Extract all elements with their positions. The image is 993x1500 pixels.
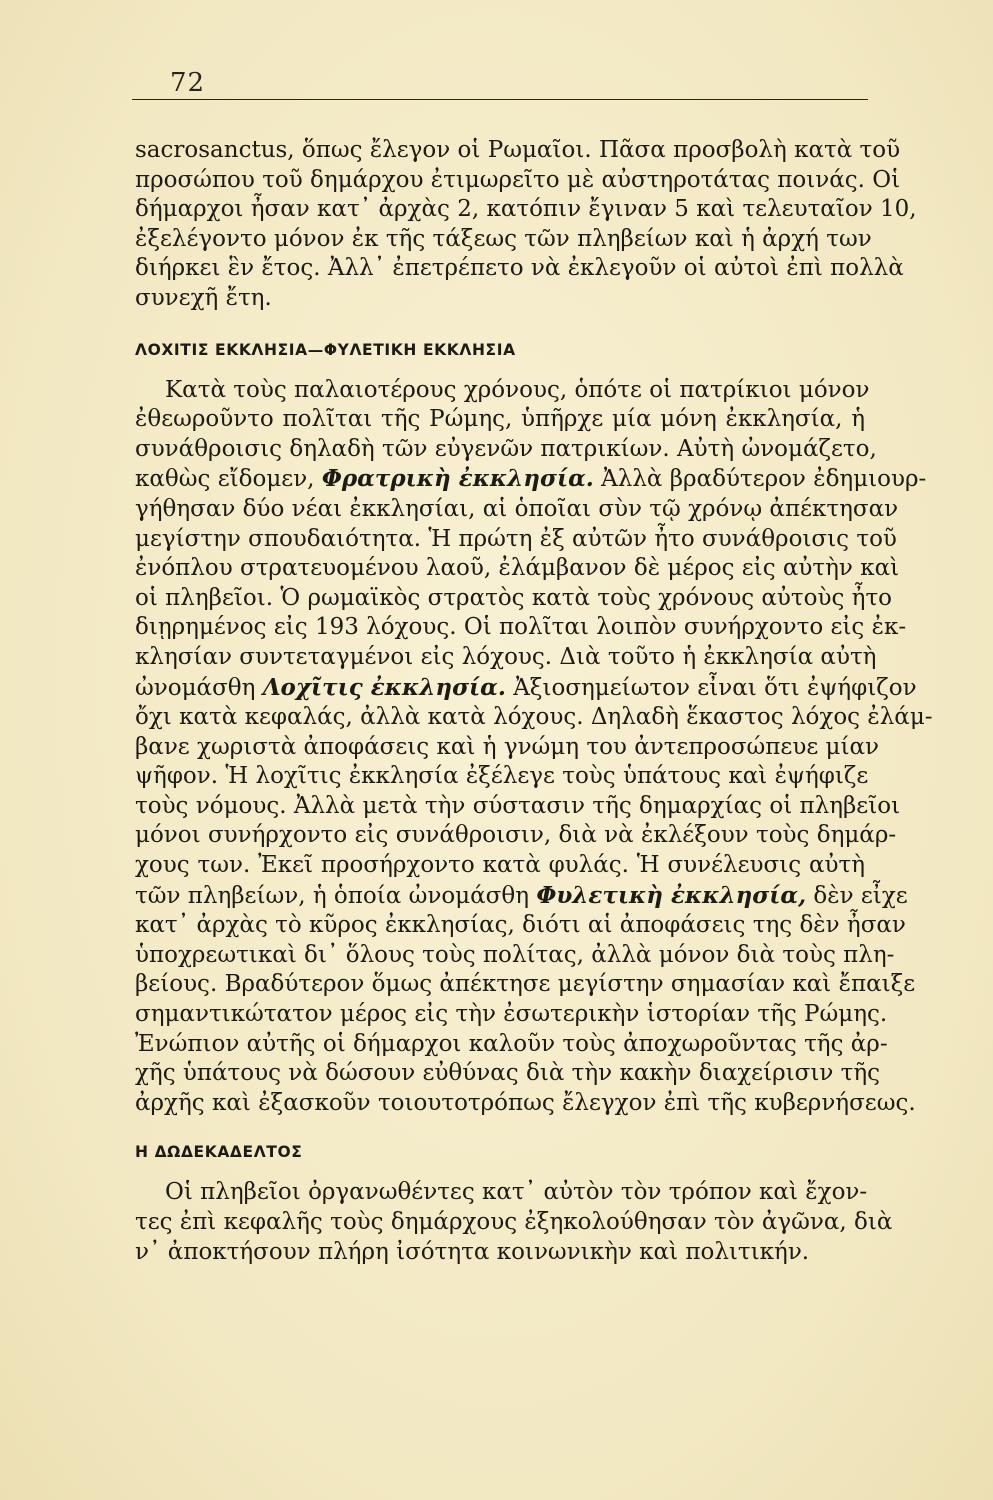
text-line: ἐθεωροῦντο πολῖται τῆς Ρώμης, ὑπῆρχε μία μόνη ἐκκλησία, ἡ [135, 406, 865, 433]
section-heading: ΛΟΧΙΤΙΣ ΕΚΚΛΗΣΙΑ—ΦΥΛΕΤΙΚΗ ΕΚΚΛΗΣΙΑ [135, 340, 516, 359]
text-line: ὑποχρεωτικαὶ δι᾽ ὅλους τοὺς πολίτας, ἀλλὰ μόνον διὰ τοὺς πλη- [135, 941, 895, 968]
text-line: οἱ πληβεῖοι. Ὁ ρωμαϊκὸς στρατὸς κατὰ τοὺς χρόνους αὐτοὺς ἦτο [135, 584, 893, 611]
text-line [135, 464, 927, 495]
text-fragment: Ἀλλὰ βραδύτερον ἐδημιουρ- [601, 466, 927, 493]
text-fragment: ὠνομάσθη [135, 674, 256, 701]
text-line: τες ἐπὶ κεφαλῆς τοὺς δημάρχους ἐξηκολούθησαν τὸν ἀγῶνα, διὰ [135, 1209, 893, 1235]
section-paragraph [135, 376, 933, 1119]
text-line: κλησίαν συντεταγμένοι εἰς λόχους. Διὰ τοῦτο ἡ ἐκκλησία αὐτὴ [135, 643, 877, 670]
text-line: βείους. Βραδύτερον ὅμως ἀπέκτησε μεγίστην σημασίαν καὶ ἔπαιξε [135, 971, 916, 998]
text-line: ὄχι κατὰ κεφαλάς, ἀλλὰ κατὰ λόχους. Δηλαδὴ ἕκαστος λόχος ἐλάμ- [135, 704, 933, 731]
text-fragment: Ἀξιοσημείωτον εἶναι ὅτι ἐψήφιζον [513, 674, 917, 701]
text-fragment: καθὼς εἴδομεν, [135, 466, 315, 493]
text-line: τοὺς νόμους. Ἀλλὰ μετὰ τὴν σύστασιν τῆς δημαρχίας οἱ πληβεῖοι [135, 792, 901, 819]
text-line: sacrosanctus, ὅπως ἔλεγον οἱ Ρωμαῖοι. Πᾶσα προσβολὴ κατὰ τοῦ [135, 137, 901, 163]
text-line: ἀρχῆς καὶ ἐξασκοῦν τοιουτοτρόπως ἔλεγχον ἐπὶ τῆς κυβερνήσεως. [135, 1089, 916, 1116]
page-body [135, 136, 933, 1267]
text-line: δήμαρχοι ἦσαν κατ᾽ ἀρχὰς 2, κατόπιν ἔγιναν 5 καὶ τελευταῖον 10, [135, 196, 917, 223]
text-fragment: τῶν πληβείων, ἡ ὁποία ὠνομάσθη [135, 882, 529, 909]
text-line: ἐξελέγοντο μόνον ἐκ τῆς τάξεως τῶν πληβείων καὶ ἡ ἀρχή των [135, 225, 872, 252]
text-line [135, 673, 917, 704]
emphasized-term: Φυλετικὴ ἐκκλησία, [536, 881, 807, 909]
text-line: μεγίστην σπουδαιότητα. Ἡ πρώτη ἐξ αὐτῶν ἦτο συνάθροισις τοῦ [135, 525, 897, 552]
text-line: Ἐνώπιον αὐτῆς οἱ δήμαρχοι καλοῦν τοὺς ἀποχωροῦντας τῆς ἀρ- [135, 1030, 888, 1057]
text-line: συνεχῆ ἔτη. [135, 284, 272, 311]
section-paragraph [135, 1178, 893, 1267]
page-number: 72 [170, 68, 206, 98]
text-line [135, 881, 908, 912]
text-line: χῆς ὑπάτους νὰ δώσουν εὐθύνας διὰ τὴν κακὴν διαχείρισιν τῆς [135, 1060, 881, 1087]
section-heading: Η ΔΩΔΕΚΑΔΕΛΤΟΣ [135, 1143, 303, 1162]
text-line: ἐνόπλου στρατευομένου λαοῦ, ἐλάμβανον δὲ μέρος εἰς αὐτὴν καὶ [135, 555, 900, 582]
text-fragment: δὲν εἶχε [813, 882, 908, 909]
text-line: σημαντικώτατον μέρος εἰς τὴν ἐσωτερικὴν ἱστορίαν τῆς Ρώμης. [135, 1001, 888, 1028]
text-line: ψῆφον. Ἡ λοχῖτις ἐκκλησία ἐξέλεγε τοὺς ὑπάτους καὶ ἐψήφιζε [135, 763, 869, 790]
opening-paragraph [135, 136, 917, 314]
emphasized-term: Λοχῖτις ἐκκλησία. [262, 673, 506, 701]
text-line: Κατὰ τοὺς παλαιοτέρους χρόνους, ὁπότε οἱ πατρίκιοι μόνον [165, 376, 870, 403]
text-line: κατ᾽ ἀρχὰς τὸ κῦρος ἐκκλησίας, διότι αἱ ἀποφάσεις της δὲν ἦσαν [135, 912, 906, 939]
text-line: διῃρημένος εἰς 193 λόχους. Οἱ πολῖται λοιπὸν συνήρχοντο εἰς ἐκ- [135, 614, 907, 641]
text-line: γήθησαν δύο νέαι ἐκκλησίαι, αἱ ὁποῖαι σὺν τῷ χρόνῳ ἀπέκτησαν [135, 495, 899, 522]
text-line: ν᾽ ἀποκτήσουν πλήρη ἰσότητα κοινωνικὴν καὶ πολιτικήν. [135, 1238, 810, 1265]
text-line: βανε χωριστὰ ἀποφάσεις καὶ ἡ γνώμη του ἀντεπροσώπευε μίαν [135, 733, 880, 760]
header-rule [132, 99, 868, 100]
text-line: προσώπου τοῦ δημάρχου ἐτιμωρεῖτο μὲ αὐστηροτάτας ποινάς. Οἱ [135, 166, 901, 193]
text-line: Οἱ πληβεῖοι ὀργανωθέντες κατ᾽ αὐτὸν τὸν τρόπον καὶ ἔχον- [165, 1179, 868, 1206]
text-line: διήρκει ἓν ἔτος. Ἀλλ᾽ ἐπετρέπετο νὰ ἐκλεγοῦν οἱ αὐτοὶ ἐπὶ πολλὰ [135, 255, 904, 282]
text-line: μόνοι συνήρχοντο εἰς συνάθροισιν, διὰ νὰ ἐκλέξουν τοὺς δημάρ- [135, 822, 897, 849]
emphasized-term: Φρατρικὴ ἐκκλησία. [321, 465, 594, 493]
text-line: χους των. Ἐκεῖ προσήρχοντο κατὰ φυλάς. Ἡ συνέλευσις αὐτὴ [135, 852, 865, 879]
text-line: συνάθροισις δηλαδὴ τῶν εὐγενῶν πατρικίων. Αὐτὴ ὠνομάζετο, [135, 435, 877, 462]
